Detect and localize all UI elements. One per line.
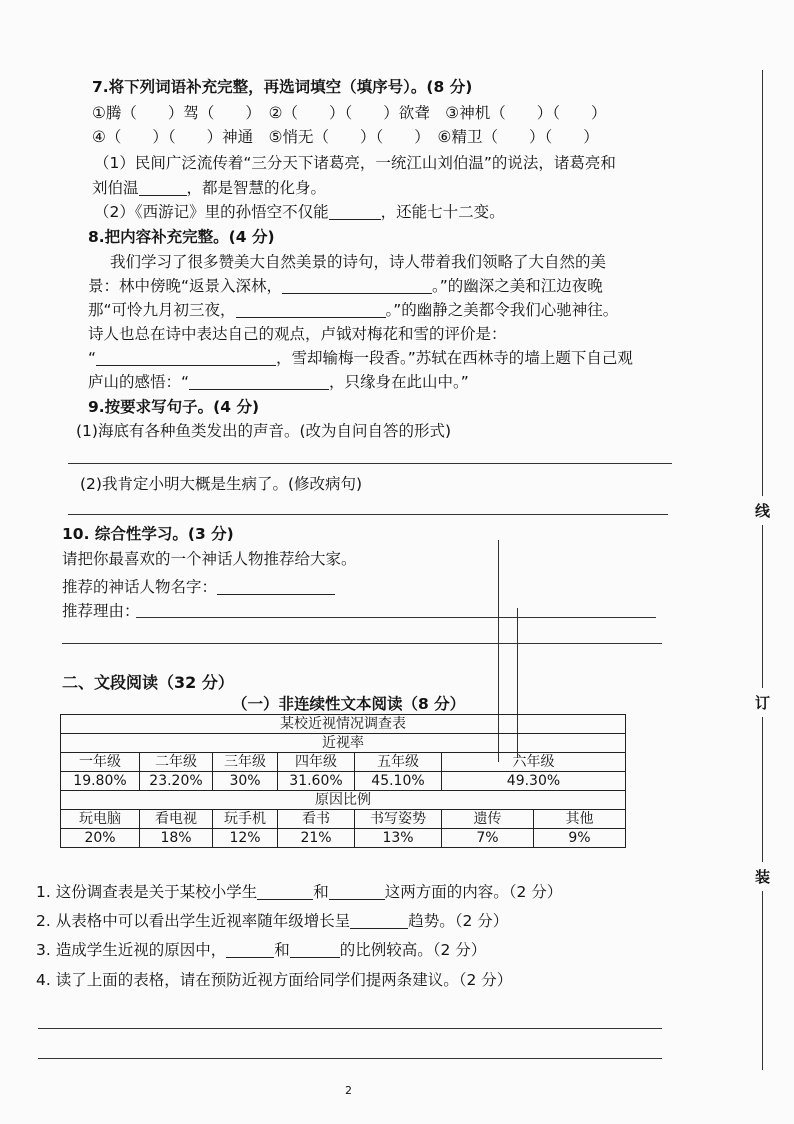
q3-text-b: 和 — [274, 941, 290, 959]
grade-cell: 一年级 — [61, 753, 140, 772]
q8-p5 — [88, 347, 633, 369]
binding-line — [762, 70, 763, 1070]
q7-s1-text-b: ，都是智慧的化身。 — [186, 179, 327, 197]
cause-cell: 遗传 — [442, 810, 534, 829]
survey-table — [60, 714, 626, 848]
rate-cell: 49.30% — [442, 772, 626, 791]
q10-title: 10. 综合性学习。(3 分) — [62, 525, 234, 543]
cause-cell: 玩电脑 — [61, 810, 140, 829]
table-title: 某校近视情况调查表 — [61, 715, 626, 734]
cause-value-cell: 21% — [278, 829, 355, 848]
q8-blank-3[interactable] — [96, 349, 276, 366]
q10-reason-line-2[interactable] — [62, 643, 662, 644]
binding-char-bind: 装 — [755, 862, 770, 891]
cause-cell: 看电视 — [140, 810, 213, 829]
q2-text-b: 趋势。（2 分） — [408, 912, 509, 930]
cause-value-cell: 20% — [61, 829, 140, 848]
q3-text-c: 的比例较高。（2 分） — [339, 941, 487, 959]
q1-blank-2[interactable] — [329, 883, 385, 900]
question-4: 4. 读了上面的表格，请在预防近视方面给同学们提两条建议。（2 分） — [36, 971, 513, 989]
q4-answer-line-1[interactable] — [38, 1028, 662, 1029]
q1-text-c: 这两方面的内容。（2 分） — [384, 883, 563, 901]
q8-p2-a: 景：林中傍晚“返景入深林， — [88, 277, 283, 295]
q10-line2 — [62, 576, 335, 598]
q9-answer-line-1[interactable] — [68, 463, 672, 464]
rate-cell: 31.60% — [278, 772, 355, 791]
rate-cell: 30% — [213, 772, 278, 791]
cause-value-cell: 12% — [213, 829, 278, 848]
q8-p6 — [88, 371, 469, 393]
rate-cell: 19.80% — [61, 772, 140, 791]
q7-row1: ①腾（ ）驾（ ） ②（ ）（ ）欲聋 ③神机（ ）（ ） — [92, 104, 607, 122]
q4-answer-line-2[interactable] — [38, 1058, 662, 1059]
cause-value-row — [61, 829, 626, 848]
q8-p3-a: 那“可怜九月初三夜， — [88, 301, 236, 319]
grade-cell: 五年级 — [355, 753, 442, 772]
q7-s1-text-a: 刘伯温 — [92, 179, 139, 197]
q3-blank-1[interactable] — [226, 941, 274, 958]
page-number: 2 — [345, 1084, 352, 1097]
question-3 — [36, 939, 486, 961]
rate-cell: 45.10% — [355, 772, 442, 791]
q8-p2-b: 。”的幽深之美和江边夜晚 — [432, 277, 603, 295]
q7-s2-text-a: （2）《西游记》里的孙悟空不仅能 — [94, 203, 329, 221]
q8-p1: 我们学习了很多赞美大自然美景的诗句，诗人带着我们领略了大自然的美 — [110, 253, 607, 271]
grade-cell: 二年级 — [140, 753, 213, 772]
cause-value-cell: 7% — [442, 829, 534, 848]
section2-title: 二、文段阅读（32 分） — [62, 673, 234, 692]
q1-blank-1[interactable] — [257, 883, 313, 900]
cause-value-cell: 9% — [534, 829, 626, 848]
q8-p4: 诗人也总在诗中表达自己的观点，卢钺对梅花和雪的评价是： — [88, 325, 507, 343]
question-1 — [36, 881, 562, 903]
q7-sentence1-line1: （1）民间广泛流传着“三分天下诸葛亮，一统江山刘伯温”的说法，诸葛亮和 — [94, 154, 616, 172]
q8-blank-2[interactable] — [236, 301, 386, 318]
q9-answer-line-2[interactable] — [68, 514, 668, 515]
q3-text-a: 3. 造成学生近视的原因中， — [36, 941, 227, 959]
q7-title: 7.将下列词语补充完整，再选词填空（填序号）。(8 分) — [92, 78, 473, 96]
grade-row — [61, 753, 626, 772]
cause-cell: 其他 — [534, 810, 626, 829]
q8-blank-1[interactable] — [282, 277, 432, 294]
q7-s2-text-b: ，还能七十二变。 — [380, 203, 505, 221]
grade-cell: 三年级 — [213, 753, 278, 772]
q8-p3-b: 。”的幽静之美都令我们心驰神往。 — [385, 301, 619, 319]
cause-row — [61, 810, 626, 829]
q1-text-b: 和 — [313, 883, 329, 901]
q9-title: 9.按要求写句子。(4 分) — [88, 398, 260, 416]
q8-p5-a: “ — [88, 349, 97, 367]
cause-value-cell: 18% — [140, 829, 213, 848]
rate-label: 近视率 — [61, 734, 626, 753]
q10-name-blank[interactable] — [217, 578, 335, 595]
q3-blank-2[interactable] — [290, 941, 340, 958]
cause-cell: 书写姿势 — [355, 810, 442, 829]
q7-sentence1-line2 — [92, 177, 326, 199]
q9-s1: (1)海底有各种鱼类发出的声音。(改为自问自答的形式) — [76, 422, 452, 440]
cause-cell: 看书 — [278, 810, 355, 829]
q7-row2: ④（ ）（ ）神通 ⑤悄无（ ）（ ） ⑥精卫（ ）（ ） — [92, 128, 599, 146]
q1-text-a: 1. 这份调查表是关于某校小学生 — [36, 883, 258, 901]
q7-s2-blank[interactable] — [329, 203, 381, 220]
q8-blank-4[interactable] — [189, 373, 329, 390]
q2-blank[interactable] — [350, 912, 408, 929]
q10-reason-line-1[interactable] — [136, 617, 656, 618]
cause-label: 原因比例 — [61, 791, 626, 810]
q10-line1: 请把你最喜欢的一个神话人物推荐给大家。 — [62, 550, 357, 568]
q8-p5-b: ，雪却输梅一段香。”苏轼在西林寺的墙上题下自己观 — [276, 349, 633, 367]
rate-row — [61, 772, 626, 791]
q9-s2: (2)我肯定小明大概是生病了。(修改病句) — [80, 475, 363, 493]
q8-title: 8.把内容补充完整。(4 分) — [88, 228, 275, 246]
q7-sentence2 — [94, 201, 505, 223]
q7-s1-blank[interactable] — [139, 179, 187, 196]
q2-text-a: 2. 从表格中可以看出学生近视率随年级增长呈 — [36, 912, 351, 930]
q10-name-label: 推荐的神话人物名字： — [62, 578, 218, 596]
binding-char-staple: 订 — [755, 688, 770, 717]
q10-line3: 推荐理由： — [62, 602, 140, 620]
q8-p2 — [88, 275, 603, 297]
cause-value-cell: 13% — [355, 829, 442, 848]
rate-cell: 23.20% — [140, 772, 213, 791]
cause-cell: 玩手机 — [213, 810, 278, 829]
binding-char-line: 线 — [755, 496, 770, 525]
q8-p6-b: ，只缘身在此山中。” — [329, 373, 469, 391]
grade-cell: 六年级 — [442, 753, 626, 772]
grade-cell: 四年级 — [278, 753, 355, 772]
question-2 — [36, 910, 508, 932]
q8-p6-a: 庐山的感悟：“ — [88, 373, 190, 391]
section2-subtitle: （一）非连续性文本阅读（8 分） — [232, 695, 466, 713]
q8-p3 — [88, 299, 618, 321]
